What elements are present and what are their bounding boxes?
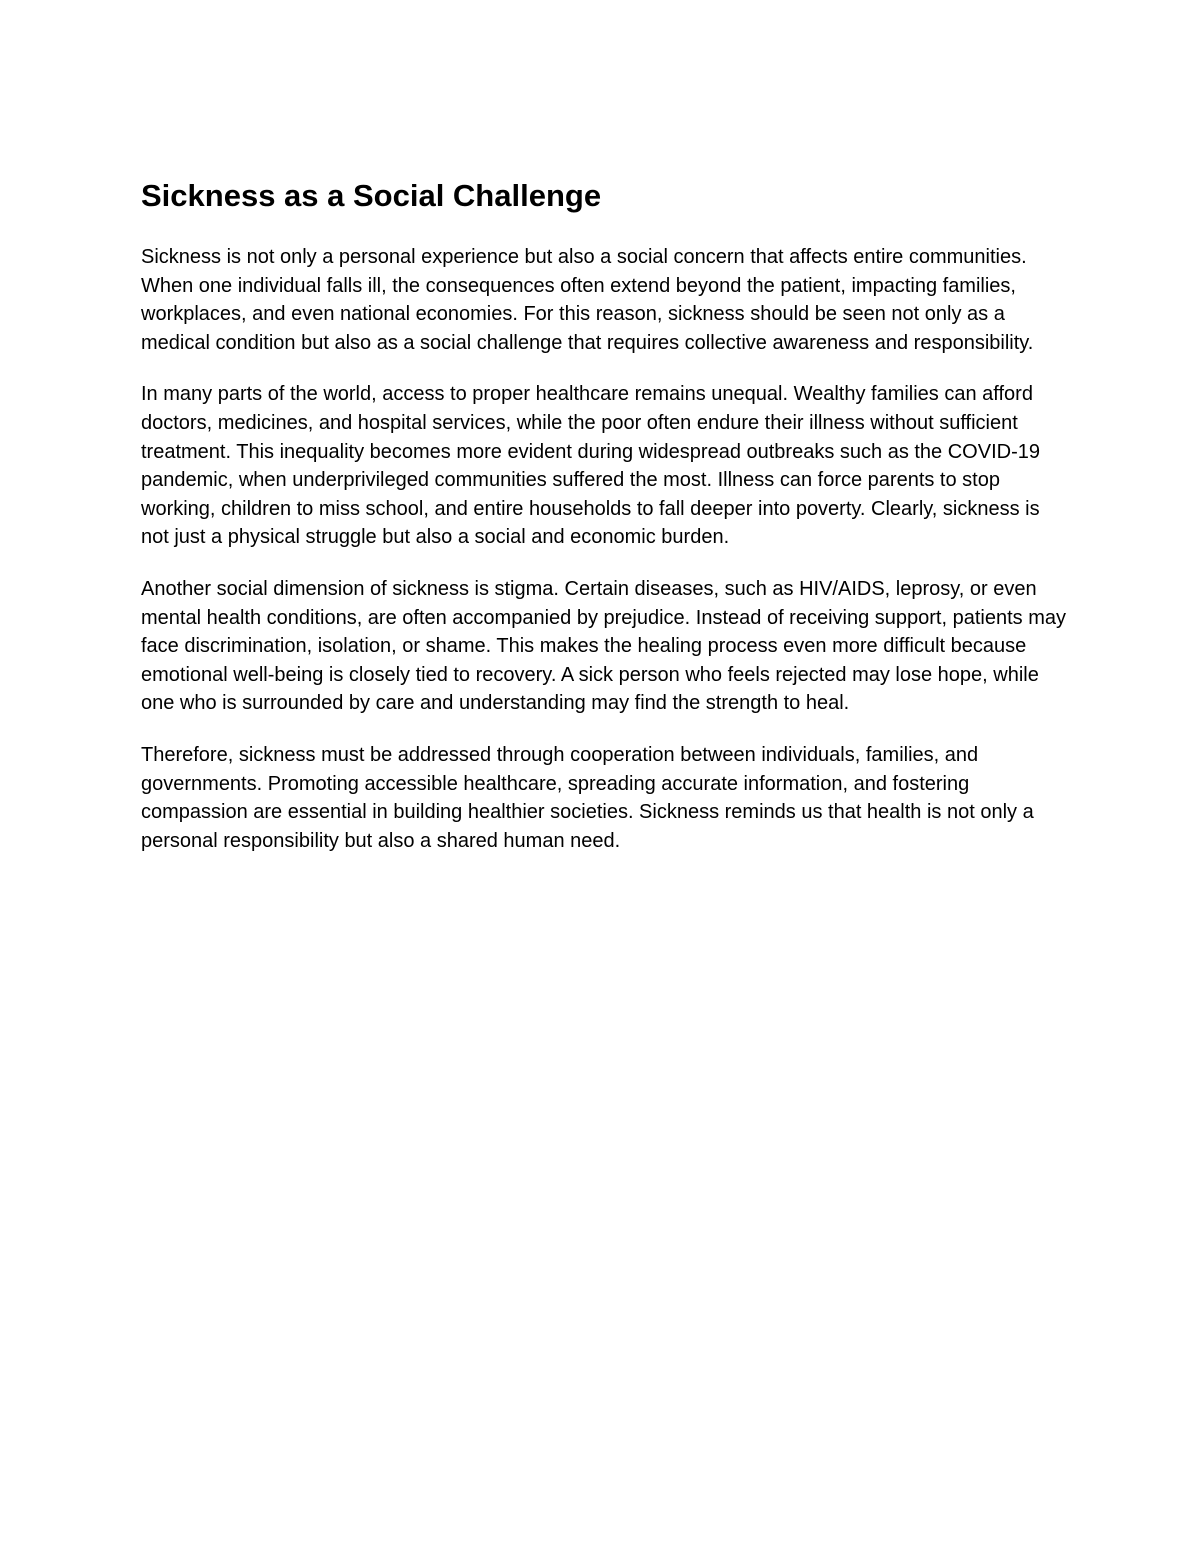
paragraph-4: Therefore, sickness must be addressed through cooperation between individuals, families, and governments. Promoting accessible healthcare, spreading accurate information, and fostering compassion are essential in building healthier societies. Sickness reminds us that health is not only a personal responsibility but also a shared human need. (141, 743, 1034, 852)
paragraph-3: Another social dimension of sickness is stigma. Certain diseases, such as HIV/AIDS, leprosy, or even mental health conditions, are often accompanied by prejudice. Instead of receiving support, patients may face discrimination, isolation, or shame. This makes the healing process even more difficult because emotional well-being is closely tied to recovery. A sick person who feels rejected may lose hope, while one who is surrounded by care and understanding may find the strength to heal. (141, 577, 1066, 715)
document-body (141, 176, 1066, 855)
paragraph-1: Sickness is not only a personal experience but also a social concern that affects entire communities. When one individual falls ill, the consequences often extend beyond the patient, impacting families, workplaces, and even national economies. For this reason, sickness should be seen not only as a medical condition but also as a social challenge that requires collective awareness and responsibility. (141, 246, 1034, 354)
paragraph-2: In many parts of the world, access to proper healthcare remains unequal. Wealthy families can afford doctors, medicines, and hospital services, while the poor often endure their illness without sufficient treatment. This inequality becomes more evident during widespread outbreaks such as the COVID-19 pandemic, when underprivileged communities suffered the most. Illness can force parents to stop working, children to miss school, and entire households to fall deeper into poverty. Clearly, sickness is not just a physical struggle but also a social and economic burden. (141, 383, 1040, 549)
document-title: Sickness as a Social Challenge (141, 178, 602, 213)
